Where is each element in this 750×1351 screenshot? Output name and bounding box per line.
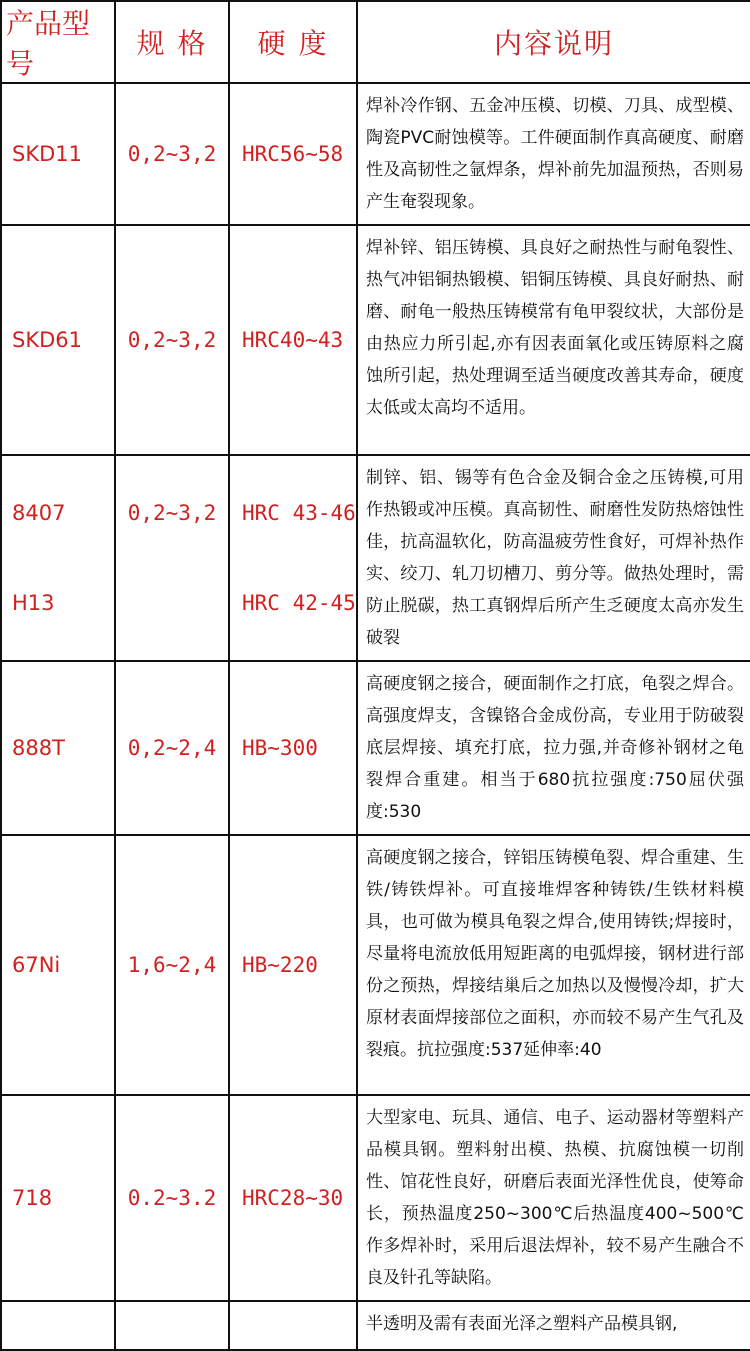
row-model: SKD11 — [1, 83, 115, 225]
header-description: 内容说明 — [357, 1, 750, 83]
row-hardness: HB~220 — [229, 835, 357, 1095]
row-hardness: HB~300 — [229, 661, 357, 835]
row-model: 718 — [1, 1095, 115, 1301]
row-description: 高硬度钢之接合，锌铝压铸模龟裂、焊合重建、生铁/铸铁焊补。可直接堆焊客种铸铁/生铁材料模具，也可做为模具龟裂之焊合,使用铸铁;焊接时，尽量将电流放低用短距离的电弧焊接，钢材进行部份之预热，焊接结巢后之加热以及慢慢冷却，扩大原材表面焊接部位之面积，亦而较不易产生气孔及裂痕。抗拉强度:537延伸率:40 — [357, 835, 750, 1095]
row-description: 焊补冷作钢、五金冲压模、切模、刀具、成型模、陶瓷PVC耐蚀模等。工件硬面制作真高硬度、耐磨性及高韧性之氩焊条，焊补前先加温预热，否则易产生奄裂现象。 — [357, 83, 750, 225]
row-model: 888T — [1, 661, 115, 835]
row-spec — [115, 455, 229, 661]
row-model — [1, 1301, 115, 1350]
row-hardness — [229, 1301, 357, 1350]
header-hardness: 硬 度 — [229, 1, 357, 83]
row-spec: 0,2~3,2 — [115, 83, 229, 225]
row-spec: 0.2~3.2 — [115, 1095, 229, 1301]
row-model — [1, 455, 115, 661]
row-description: 半透明及需有表面光泽之塑料产品模具钢, — [357, 1301, 750, 1350]
row-model: 67Ni — [1, 835, 115, 1095]
row-model-primary: 8407 — [12, 501, 66, 525]
row-description: 大型家电、玩具、通信、电子、运动器材等塑料产品模具钢。塑料射出模、热模、抗腐蚀模一切削性、馆花性良好，研磨后表面光泽性优良，使筹命长，预热温度250~300℃后热温度400~500℃作多焊补时，采用后退法焊补，较不易产生融合不良及针孔等缺陷。 — [357, 1095, 750, 1301]
table-header-row — [1, 1, 750, 83]
row-spec — [115, 1301, 229, 1350]
row-spec-value: 0,2~3,2 — [127, 501, 217, 525]
table-row — [1, 225, 750, 455]
row-spec: 0,2~2,4 — [115, 661, 229, 835]
row-description: 高硬度钢之接合，硬面制作之打底，龟裂之焊合。高强度焊支，含镍铬合金成份高，专业用于防破裂底层焊接、填充打底，拉力强,并奇修补钢材之龟裂焊合重建。相当于680抗拉强度:750屈伏强度:530 — [357, 661, 750, 835]
row-description: 制锌、铝、锡等有色合金及铜合金之压铸模,可用作热锻或冲压模。真高韧性、耐磨性发防热熔蚀性佳，抗高温软化，防高温疲劳性食好，可焊补热作实、绞刀、轧刀切槽刀、剪分等。做热处理时，需防止脱碳，热工真钢焊后所产生乏硬度太高亦发生破裂 — [357, 455, 750, 661]
row-model: SKD61 — [1, 225, 115, 455]
row-spec: 0,2~3,2 — [115, 225, 229, 455]
row-hardness — [229, 455, 357, 661]
table-row — [1, 1095, 750, 1301]
row-hardness: HRC28~30 — [229, 1095, 357, 1301]
row-model-secondary: H13 — [12, 591, 55, 615]
row-hardness-primary: HRC 43-46 — [242, 501, 356, 525]
header-spec: 规 格 — [115, 1, 229, 83]
table-row — [1, 835, 750, 1095]
row-hardness: HRC56~58 — [229, 83, 357, 225]
row-description: 焊补锌、铝压铸模、具良好之耐热性与耐龟裂性、热气冲铝铜热锻模、铝铜压铸模、具良好耐热、耐磨、耐龟一般热压铸模常有龟甲裂纹状，大部份是由热应力所引起,亦有因表面氧化或压铸原料之腐蚀所引起，热处理调至适当硬度改善其寿命，硬度太低或太高均不适用。 — [357, 225, 750, 455]
row-hardness: HRC40~43 — [229, 225, 357, 455]
header-model: 产品型号 — [1, 1, 115, 83]
table-row — [1, 661, 750, 835]
table-row — [1, 455, 750, 661]
row-spec: 1,6~2,4 — [115, 835, 229, 1095]
row-hardness-secondary: HRC 42-45 — [242, 591, 356, 615]
table-row — [1, 83, 750, 225]
table-row — [1, 1301, 750, 1350]
